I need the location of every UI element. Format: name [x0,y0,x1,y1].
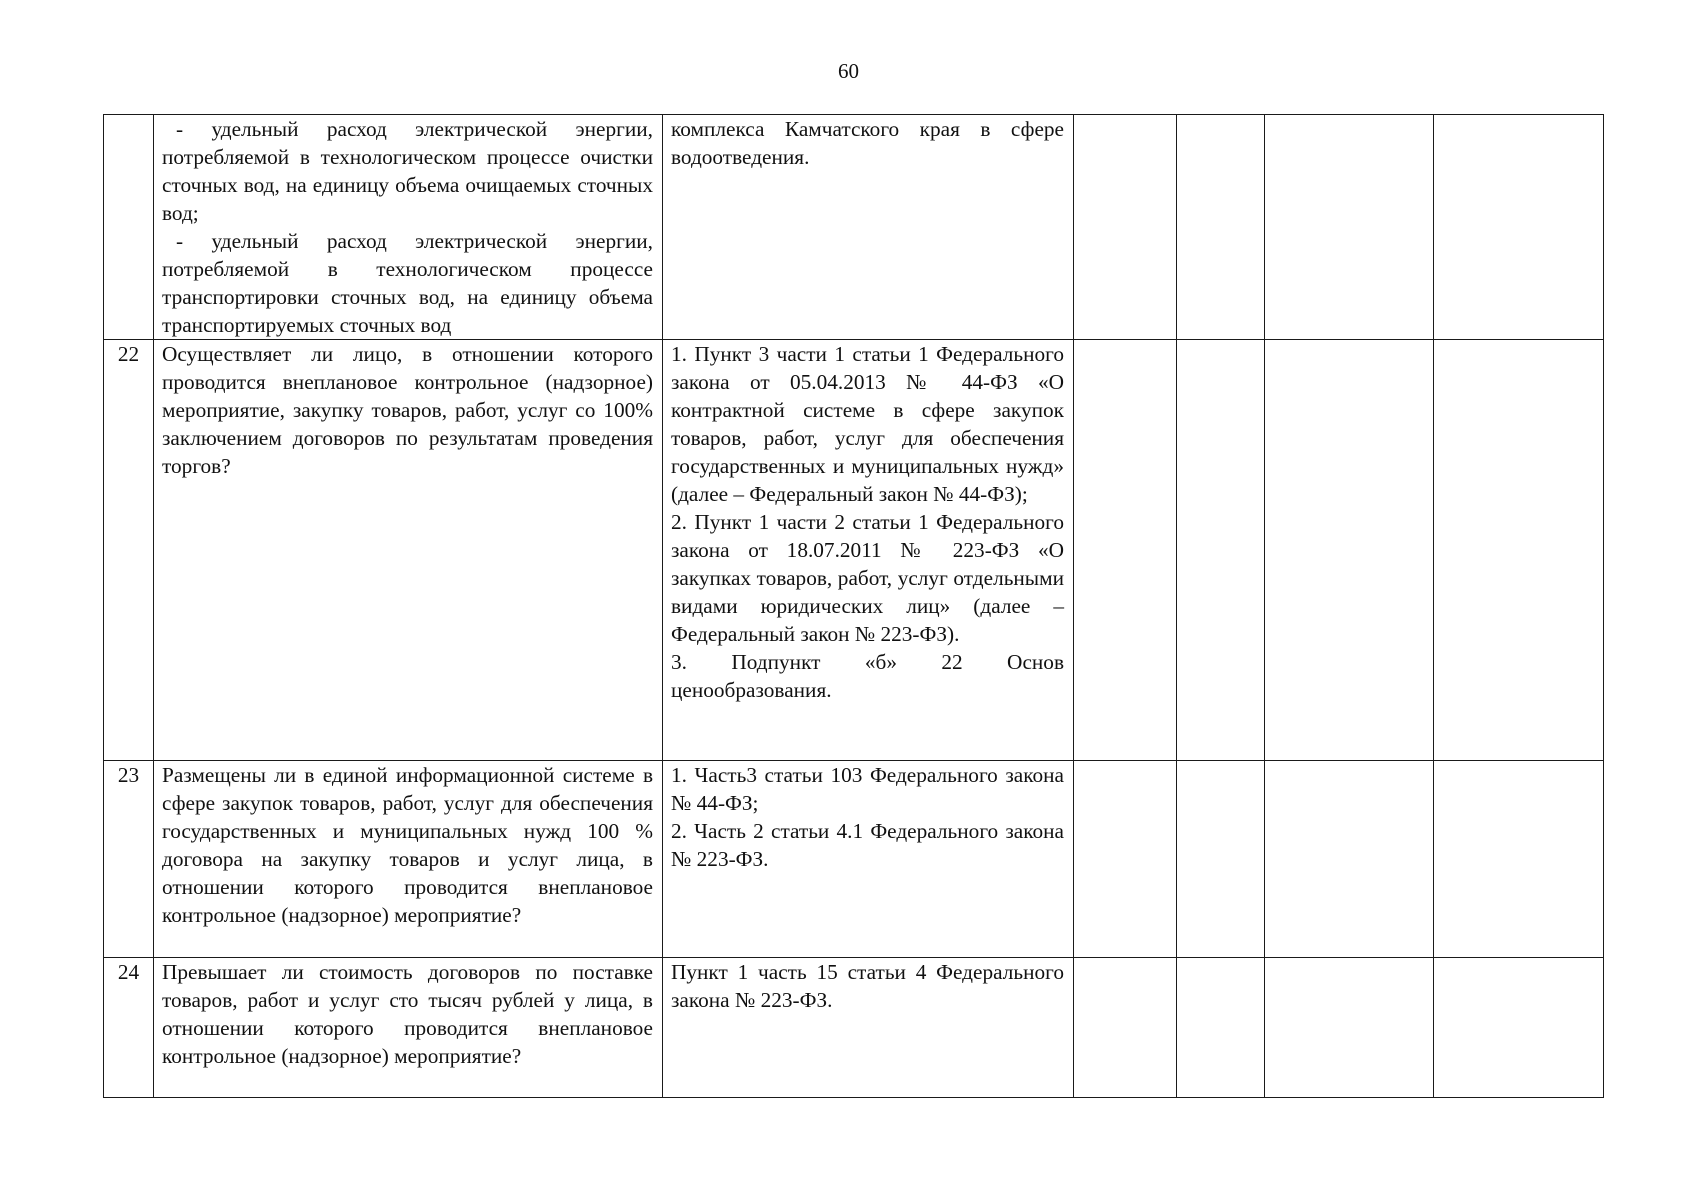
answer-cell-no [1177,761,1265,958]
table-row [104,761,1604,958]
answer-cell-yes [1074,340,1177,761]
answer-cell-yes [1074,115,1177,340]
reference-paragraph: 3. Подпункт «б» 22 Основ ценообразования. [671,650,1064,702]
question-cell [154,958,663,1098]
row-number-cell: 23 [104,761,154,958]
question-paragraph: Осуществляет ли лицо, в отношении которого проводится внеплановое контрольное (надзорное) мероприятие, закупку товаров, работ, услуг со 100% заключением договоров по результатам проведения торгов? [162,342,653,478]
answer-cell-yes [1074,761,1177,958]
reference-paragraph: Пункт 1 часть 15 статьи 4 Федерального закона № 223-ФЗ. [671,960,1064,1012]
question-cell [154,340,663,761]
answer-cell-not-applicable [1265,958,1434,1098]
answer-cell-not-applicable [1265,340,1434,761]
reference-paragraph: 1. Пункт 3 части 1 статьи 1 Федерального закона от 05.04.2013 № 44-ФЗ «О контрактной системе в сфере закупок товаров, работ, услуг для обеспечения государственных и муниципальных нужд» (далее – Федеральный закон № 44-ФЗ); [671,342,1064,506]
legal-reference-cell [663,761,1074,958]
table-row [104,115,1604,340]
notes-cell [1434,115,1604,340]
notes-cell [1434,958,1604,1098]
question-cell [154,115,663,340]
notes-cell [1434,761,1604,958]
answer-cell-no [1177,340,1265,761]
table-row [104,958,1604,1098]
table-row [104,340,1604,761]
answer-cell-no [1177,958,1265,1098]
question-cell [154,761,663,958]
question-paragraph: - удельный расход электрической энергии, потребляемой в технологическом процессе транспортировки сточных вод, на единицу объема транспортируемых сточных вод [162,229,653,337]
legal-reference-cell [663,340,1074,761]
legal-reference-cell [663,958,1074,1098]
notes-cell [1434,340,1604,761]
reference-paragraph: 1. Часть3 статьи 103 Федерального закона № 44-ФЗ; [671,763,1064,815]
answer-cell-yes [1074,958,1177,1098]
answer-cell-not-applicable [1265,761,1434,958]
legal-reference-cell [663,115,1074,340]
reference-paragraph: 2. Пункт 1 части 2 статьи 1 Федерального закона от 18.07.2011 № 223-ФЗ «О закупках товаров, работ, услуг отдельными видами юридических лиц» (далее – Федеральный закон № 223-ФЗ). [671,510,1064,646]
question-paragraph: Превышает ли стоимость договоров по поставке товаров, работ и услуг сто тысяч рублей у лица, в отношении которого проводится внеплановое контрольное (надзорное) мероприятие? [162,960,653,1068]
answer-cell-no [1177,115,1265,340]
row-number-cell: 24 [104,958,154,1098]
checklist-table [103,114,1604,1098]
question-paragraph: - удельный расход электрической энергии, потребляемой в технологическом процессе очистки сточных вод, на единицу объема очищаемых сточных вод; [162,117,653,225]
reference-paragraph: 2. Часть 2 статьи 4.1 Федерального закона № 223-ФЗ. [671,819,1064,871]
reference-paragraph: комплекса Камчатского края в сфере водоотведения. [671,117,1064,169]
answer-cell-not-applicable [1265,115,1434,340]
question-paragraph: Размещены ли в единой информационной системе в сфере закупок товаров, работ, услуг для обеспечения государственных и муниципальных нужд 100 % договора на закупку товаров и услуг лица, в отношении которого проводится внеплановое контрольное (надзорное) мероприятие? [162,763,653,927]
row-number-cell [104,115,154,340]
row-number-cell: 22 [104,340,154,761]
page-number: 60 [838,59,859,83]
